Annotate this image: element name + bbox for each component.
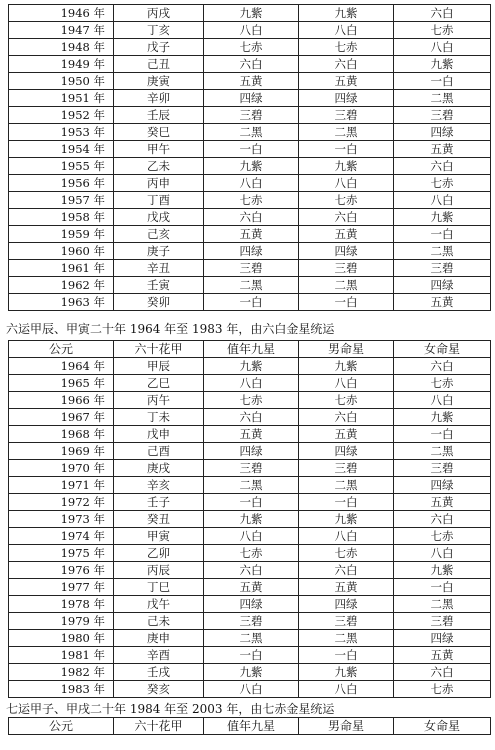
year-star-cell: 五黄 [204, 226, 299, 243]
male-star-cell: 八白 [299, 528, 394, 545]
year-star-cell: 七赤 [204, 192, 299, 209]
male-star-cell: 二黑 [299, 630, 394, 647]
table-1984-2003 [8, 717, 491, 735]
ganzhi-cell: 壬子 [114, 494, 204, 511]
ganzhi-cell: 戊子 [114, 39, 204, 56]
table-row [9, 528, 491, 545]
year-cell: 1975 年 [9, 545, 114, 562]
male-star-cell: 五黄 [299, 226, 394, 243]
section-caption-six-period: 六运甲辰、甲寅二十年 1964 年至 1983 年，由六白金星统运 [6, 322, 335, 336]
female-star-cell: 七赤 [394, 528, 491, 545]
year-star-cell: 八白 [204, 22, 299, 39]
year-cell: 1983 年 [9, 681, 114, 698]
table-row [9, 141, 491, 158]
year-cell: 1965 年 [9, 375, 114, 392]
male-star-cell: 九紫 [299, 358, 394, 375]
female-star-cell: 六白 [394, 358, 491, 375]
table-row [9, 426, 491, 443]
male-star-cell: 一白 [299, 294, 394, 311]
year-star-cell: 三碧 [204, 260, 299, 277]
female-star-cell: 二黑 [394, 596, 491, 613]
male-star-cell: 七赤 [299, 192, 394, 209]
table-1944-1963 [8, 4, 491, 311]
female-star-cell: 四绿 [394, 630, 491, 647]
table-row [9, 209, 491, 226]
year-cell: 1950 年 [9, 73, 114, 90]
year-cell: 1959 年 [9, 226, 114, 243]
ganzhi-cell: 丁酉 [114, 192, 204, 209]
header-zhinianjiuxing: 值年九星 [204, 341, 299, 358]
header-nvmingxing: 女命星 [394, 341, 491, 358]
male-star-cell: 二黑 [299, 124, 394, 141]
ganzhi-cell: 己丑 [114, 56, 204, 73]
year-cell: 1976 年 [9, 562, 114, 579]
table-row [9, 358, 491, 375]
ganzhi-cell: 乙巳 [114, 375, 204, 392]
male-star-cell: 六白 [299, 409, 394, 426]
male-star-cell: 一白 [299, 494, 394, 511]
female-star-cell: 八白 [394, 545, 491, 562]
year-cell: 1963 年 [9, 294, 114, 311]
table-row [9, 39, 491, 56]
table-row [9, 477, 491, 494]
year-star-cell: 四绿 [204, 596, 299, 613]
header-liushihuajia: 六十花甲 [114, 341, 204, 358]
table-row [9, 226, 491, 243]
ganzhi-cell: 辛亥 [114, 477, 204, 494]
female-star-cell: 七赤 [394, 175, 491, 192]
female-star-cell: 九紫 [394, 562, 491, 579]
year-star-cell: 八白 [204, 375, 299, 392]
male-star-cell: 八白 [299, 22, 394, 39]
year-cell: 1953 年 [9, 124, 114, 141]
table-row [9, 596, 491, 613]
year-cell: 1962 年 [9, 277, 114, 294]
year-star-cell: 四绿 [204, 90, 299, 107]
table-row [9, 409, 491, 426]
year-star-cell: 一白 [204, 647, 299, 664]
year-star-cell: 二黑 [204, 477, 299, 494]
female-star-cell: 三碧 [394, 460, 491, 477]
ganzhi-cell: 甲寅 [114, 528, 204, 545]
male-star-cell: 八白 [299, 175, 394, 192]
year-cell: 1948 年 [9, 39, 114, 56]
male-star-cell: 三碧 [299, 460, 394, 477]
female-star-cell: 四绿 [394, 477, 491, 494]
table-row [9, 681, 491, 698]
table-row [9, 630, 491, 647]
female-star-cell: 二黑 [394, 443, 491, 460]
ganzhi-cell: 甲午 [114, 141, 204, 158]
ganzhi-cell: 壬寅 [114, 277, 204, 294]
female-star-cell: 九紫 [394, 209, 491, 226]
table-row [9, 192, 491, 209]
table-header-row [9, 341, 491, 358]
year-star-cell: 七赤 [204, 392, 299, 409]
year-cell: 1967 年 [9, 409, 114, 426]
year-star-cell: 九紫 [204, 511, 299, 528]
year-star-cell: 五黄 [204, 73, 299, 90]
female-star-cell: 一白 [394, 73, 491, 90]
table-row [9, 107, 491, 124]
table-row [9, 664, 491, 681]
year-cell: 1968 年 [9, 426, 114, 443]
ganzhi-cell: 丁未 [114, 409, 204, 426]
year-star-cell: 六白 [204, 209, 299, 226]
male-star-cell: 五黄 [299, 426, 394, 443]
male-star-cell: 一白 [299, 141, 394, 158]
female-star-cell: 七赤 [394, 375, 491, 392]
table-row [9, 5, 491, 22]
male-star-cell: 四绿 [299, 596, 394, 613]
year-star-cell: 九紫 [204, 5, 299, 22]
ganzhi-cell: 己酉 [114, 443, 204, 460]
year-cell: 1970 年 [9, 460, 114, 477]
ganzhi-cell: 庚寅 [114, 73, 204, 90]
year-cell: 1971 年 [9, 477, 114, 494]
year-star-cell: 六白 [204, 562, 299, 579]
year-cell: 1978 年 [9, 596, 114, 613]
ganzhi-cell: 癸丑 [114, 511, 204, 528]
table-header-row [9, 718, 491, 735]
year-cell: 1981 年 [9, 647, 114, 664]
header-liushihuajia: 六十花甲 [114, 718, 204, 735]
table-row [9, 579, 491, 596]
year-cell: 1972 年 [9, 494, 114, 511]
table-1964-1983 [8, 340, 491, 698]
ganzhi-cell: 戊戌 [114, 209, 204, 226]
year-cell: 1958 年 [9, 209, 114, 226]
year-cell: 1957 年 [9, 192, 114, 209]
male-star-cell: 九紫 [299, 511, 394, 528]
year-cell: 1977 年 [9, 579, 114, 596]
female-star-cell: 一白 [394, 426, 491, 443]
male-star-cell: 二黑 [299, 277, 394, 294]
female-star-cell: 八白 [394, 392, 491, 409]
ganzhi-cell: 丙午 [114, 392, 204, 409]
year-star-cell: 三碧 [204, 107, 299, 124]
table-row [9, 494, 491, 511]
year-star-cell: 一白 [204, 141, 299, 158]
ganzhi-cell: 己亥 [114, 226, 204, 243]
year-star-cell: 八白 [204, 681, 299, 698]
table-row [9, 243, 491, 260]
male-star-cell: 五黄 [299, 73, 394, 90]
year-cell: 1951 年 [9, 90, 114, 107]
ganzhi-cell: 癸巳 [114, 124, 204, 141]
male-star-cell: 七赤 [299, 392, 394, 409]
male-star-cell: 二黑 [299, 477, 394, 494]
year-star-cell: 四绿 [204, 243, 299, 260]
table-row [9, 175, 491, 192]
header-nanmingxing: 男命星 [299, 341, 394, 358]
year-star-cell: 四绿 [204, 443, 299, 460]
female-star-cell: 七赤 [394, 681, 491, 698]
ganzhi-cell: 丙辰 [114, 562, 204, 579]
year-star-cell: 二黑 [204, 277, 299, 294]
ganzhi-cell: 壬辰 [114, 107, 204, 124]
female-star-cell: 九紫 [394, 56, 491, 73]
year-star-cell: 一白 [204, 294, 299, 311]
female-star-cell: 八白 [394, 192, 491, 209]
table-row [9, 56, 491, 73]
ganzhi-cell: 戊申 [114, 426, 204, 443]
table-2-body [9, 358, 491, 698]
female-star-cell: 三碧 [394, 107, 491, 124]
male-star-cell: 四绿 [299, 90, 394, 107]
female-star-cell: 五黄 [394, 647, 491, 664]
male-star-cell: 一白 [299, 647, 394, 664]
female-star-cell: 二黑 [394, 90, 491, 107]
table-row [9, 124, 491, 141]
year-star-cell: 七赤 [204, 39, 299, 56]
table-row [9, 647, 491, 664]
male-star-cell: 三碧 [299, 613, 394, 630]
table-row [9, 460, 491, 477]
header-nvmingxing: 女命星 [394, 718, 491, 735]
male-star-cell: 三碧 [299, 260, 394, 277]
table-1-body [9, 5, 491, 311]
year-star-cell: 八白 [204, 175, 299, 192]
year-star-cell: 八白 [204, 528, 299, 545]
year-cell: 1979 年 [9, 613, 114, 630]
year-cell: 1973 年 [9, 511, 114, 528]
female-star-cell: 二黑 [394, 243, 491, 260]
year-star-cell: 九紫 [204, 358, 299, 375]
header-zhinianjiuxing: 值年九星 [204, 718, 299, 735]
male-star-cell: 五黄 [299, 579, 394, 596]
year-cell: 1956 年 [9, 175, 114, 192]
year-cell: 1955 年 [9, 158, 114, 175]
year-star-cell: 三碧 [204, 613, 299, 630]
male-star-cell: 九紫 [299, 5, 394, 22]
ganzhi-cell: 戊午 [114, 596, 204, 613]
ganzhi-cell: 庚申 [114, 630, 204, 647]
year-star-cell: 五黄 [204, 426, 299, 443]
female-star-cell: 六白 [394, 664, 491, 681]
female-star-cell: 五黄 [394, 141, 491, 158]
ganzhi-cell: 庚子 [114, 243, 204, 260]
year-cell: 1960 年 [9, 243, 114, 260]
male-star-cell: 四绿 [299, 243, 394, 260]
ganzhi-cell: 壬戌 [114, 664, 204, 681]
year-cell: 1961 年 [9, 260, 114, 277]
male-star-cell: 九紫 [299, 158, 394, 175]
year-star-cell: 一白 [204, 494, 299, 511]
year-cell: 1949 年 [9, 56, 114, 73]
ganzhi-cell: 乙卯 [114, 545, 204, 562]
ganzhi-cell: 甲辰 [114, 358, 204, 375]
header-gongyuan: 公元 [9, 718, 114, 735]
table-row [9, 511, 491, 528]
year-cell: 1947 年 [9, 22, 114, 39]
male-star-cell: 七赤 [299, 545, 394, 562]
ganzhi-cell: 辛卯 [114, 90, 204, 107]
year-star-cell: 九紫 [204, 158, 299, 175]
table-row [9, 73, 491, 90]
female-star-cell: 一白 [394, 226, 491, 243]
ganzhi-cell: 己未 [114, 613, 204, 630]
ganzhi-cell: 丙申 [114, 175, 204, 192]
year-star-cell: 七赤 [204, 545, 299, 562]
year-star-cell: 三碧 [204, 460, 299, 477]
ganzhi-cell: 癸卯 [114, 294, 204, 311]
male-star-cell: 七赤 [299, 39, 394, 56]
ganzhi-cell: 辛丑 [114, 260, 204, 277]
female-star-cell: 一白 [394, 579, 491, 596]
ganzhi-cell: 庚戌 [114, 460, 204, 477]
year-cell: 1954 年 [9, 141, 114, 158]
table-row [9, 613, 491, 630]
table-row [9, 260, 491, 277]
table-row [9, 294, 491, 311]
year-star-cell: 五黄 [204, 579, 299, 596]
table-row [9, 375, 491, 392]
female-star-cell: 六白 [394, 511, 491, 528]
year-cell: 1969 年 [9, 443, 114, 460]
female-star-cell: 三碧 [394, 260, 491, 277]
year-cell: 1966 年 [9, 392, 114, 409]
female-star-cell: 三碧 [394, 613, 491, 630]
female-star-cell: 六白 [394, 158, 491, 175]
male-star-cell: 六白 [299, 56, 394, 73]
year-cell: 1946 年 [9, 5, 114, 22]
male-star-cell: 六白 [299, 209, 394, 226]
ganzhi-cell: 丁巳 [114, 579, 204, 596]
year-cell: 1964 年 [9, 358, 114, 375]
female-star-cell: 五黄 [394, 494, 491, 511]
male-star-cell: 六白 [299, 562, 394, 579]
year-star-cell: 九紫 [204, 664, 299, 681]
table-row [9, 443, 491, 460]
year-cell: 1982 年 [9, 664, 114, 681]
table-row [9, 392, 491, 409]
year-star-cell: 二黑 [204, 630, 299, 647]
table-row [9, 90, 491, 107]
year-star-cell: 二黑 [204, 124, 299, 141]
table-row [9, 22, 491, 39]
ganzhi-cell: 辛酉 [114, 647, 204, 664]
year-star-cell: 六白 [204, 409, 299, 426]
table-row [9, 562, 491, 579]
male-star-cell: 八白 [299, 375, 394, 392]
ganzhi-cell: 癸亥 [114, 681, 204, 698]
header-gongyuan: 公元 [9, 341, 114, 358]
year-cell: 1974 年 [9, 528, 114, 545]
year-cell: 1952 年 [9, 107, 114, 124]
male-star-cell: 九紫 [299, 664, 394, 681]
male-star-cell: 八白 [299, 681, 394, 698]
ganzhi-cell: 乙未 [114, 158, 204, 175]
table-row [9, 545, 491, 562]
female-star-cell: 七赤 [394, 22, 491, 39]
female-star-cell: 九紫 [394, 409, 491, 426]
female-star-cell: 四绿 [394, 124, 491, 141]
header-nanmingxing: 男命星 [299, 718, 394, 735]
ganzhi-cell: 丙戌 [114, 5, 204, 22]
section-caption-seven-period: 七运甲子、甲戌二十年 1984 年至 2003 年，由七赤金星统运 [6, 702, 335, 716]
female-star-cell: 四绿 [394, 277, 491, 294]
female-star-cell: 六白 [394, 5, 491, 22]
year-star-cell: 六白 [204, 56, 299, 73]
female-star-cell: 八白 [394, 39, 491, 56]
table-row [9, 277, 491, 294]
table-row [9, 158, 491, 175]
year-cell: 1980 年 [9, 630, 114, 647]
male-star-cell: 三碧 [299, 107, 394, 124]
female-star-cell: 五黄 [394, 294, 491, 311]
male-star-cell: 四绿 [299, 443, 394, 460]
ganzhi-cell: 丁亥 [114, 22, 204, 39]
